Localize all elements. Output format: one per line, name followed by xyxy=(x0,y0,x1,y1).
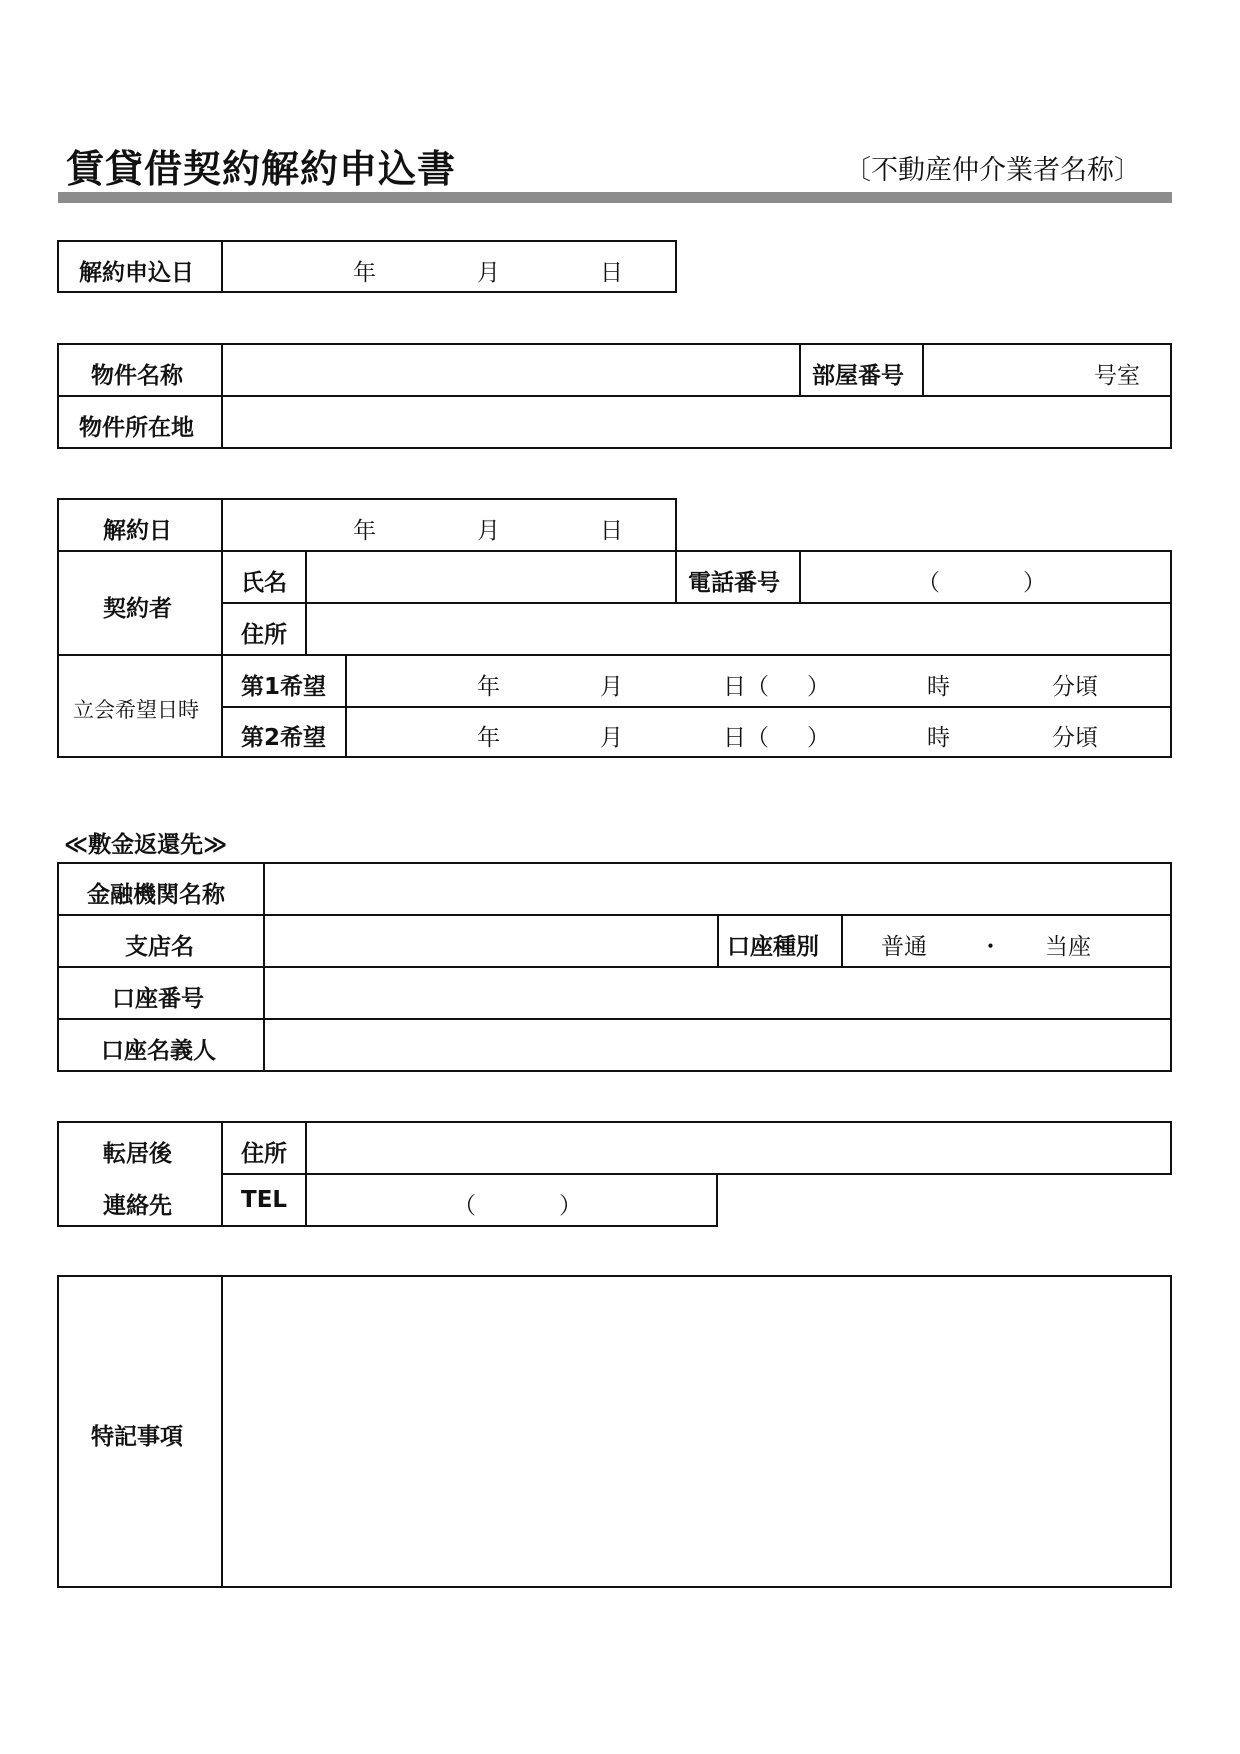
header-rule xyxy=(58,192,1172,203)
room-number-field[interactable] xyxy=(922,343,1172,397)
inspection-label-cell xyxy=(57,654,223,758)
contractor-name-label: 氏名 xyxy=(241,570,287,596)
termination-year-unit: 年 xyxy=(353,518,376,544)
account-type-ordinary[interactable]: 普通 xyxy=(881,934,927,960)
property-name-label: 物件名称 xyxy=(91,363,183,389)
room-number-label-cell xyxy=(799,343,924,397)
choice2-day-unit: 日（ xyxy=(723,725,769,751)
agent-name-placeholder: 〔不動産仲介業者名称〕 xyxy=(844,155,1141,186)
inspection-label: 立会希望日時 xyxy=(73,698,199,722)
choice1-day-unit: 日（ xyxy=(723,674,769,700)
account-holder-label: 口座名義人 xyxy=(101,1038,216,1064)
choice1-hour-unit: 時 xyxy=(927,674,950,700)
account-type-label: 口座種別 xyxy=(727,934,819,960)
contractor-name-field[interactable] xyxy=(305,550,677,604)
bank-name-field[interactable] xyxy=(263,862,1172,916)
property-name-field[interactable] xyxy=(221,343,801,397)
tel-close-paren: ） xyxy=(559,1193,582,1219)
contractor-address-label-cell xyxy=(221,602,307,656)
notes-label: 特記事項 xyxy=(91,1424,183,1450)
after-move-label-line1: 転居後 xyxy=(103,1141,172,1167)
choice2-minute-unit: 分頃 xyxy=(1052,725,1098,751)
contractor-phone-label-cell xyxy=(675,550,801,604)
room-number-suffix: 号室 xyxy=(1094,363,1140,389)
choice2-close-paren: ） xyxy=(807,725,830,751)
termination-date-label-cell xyxy=(57,498,223,552)
application-date-field[interactable] xyxy=(221,240,677,293)
contractor-name-label-cell xyxy=(221,550,307,604)
application-day-unit: 日 xyxy=(600,260,623,286)
choice1-label-cell xyxy=(221,654,347,708)
termination-date-label: 解約日 xyxy=(103,518,172,544)
document-title: 賃貸借契約解約申込書 xyxy=(66,147,457,191)
choice2-datetime-field[interactable] xyxy=(345,706,1172,758)
branch-label-cell xyxy=(57,914,265,968)
deposit-section-heading: ≪敷金返還先≫ xyxy=(64,832,228,858)
application-year-unit: 年 xyxy=(353,260,376,286)
account-number-label: 口座番号 xyxy=(112,986,204,1012)
application-date-label: 解約申込日 xyxy=(79,260,194,286)
choice2-hour-unit: 時 xyxy=(927,725,950,751)
notes-label-cell xyxy=(57,1275,223,1588)
account-number-label-cell xyxy=(57,966,265,1020)
property-address-field[interactable] xyxy=(221,395,1172,449)
choice2-year-unit: 年 xyxy=(477,725,500,751)
choice2-month-unit: 月 xyxy=(600,725,623,751)
branch-name-field[interactable] xyxy=(263,914,719,968)
property-name-label-cell xyxy=(57,343,223,397)
after-move-tel-field[interactable] xyxy=(305,1173,718,1227)
phone-close-paren: ） xyxy=(1023,570,1046,596)
contractor-address-field[interactable] xyxy=(305,602,1172,656)
contractor-label: 契約者 xyxy=(103,596,172,622)
tel-open-paren: （ xyxy=(453,1193,476,1219)
account-type-label-cell xyxy=(717,914,843,968)
bank-label: 金融機関名称 xyxy=(87,882,225,908)
phone-open-paren: （ xyxy=(917,570,940,596)
termination-month-unit: 月 xyxy=(477,518,500,544)
after-move-address-label: 住所 xyxy=(241,1141,287,1167)
notes-field[interactable] xyxy=(221,1275,1172,1588)
after-move-label-cell xyxy=(57,1121,223,1227)
termination-day-unit: 日 xyxy=(600,518,623,544)
account-type-field[interactable] xyxy=(841,914,1172,968)
property-address-label: 物件所在地 xyxy=(79,415,194,441)
contractor-address-label: 住所 xyxy=(241,622,287,648)
choice2-label: 第2希望 xyxy=(241,725,327,751)
account-type-current[interactable]: 当座 xyxy=(1045,934,1091,960)
branch-label: 支店名 xyxy=(125,934,194,960)
contractor-label-cell xyxy=(57,550,223,656)
after-move-tel-label: TEL xyxy=(241,1187,288,1213)
after-move-label-line2: 連絡先 xyxy=(103,1193,172,1219)
choice1-month-unit: 月 xyxy=(600,674,623,700)
application-month-unit: 月 xyxy=(477,260,500,286)
account-type-separator: ・ xyxy=(979,934,1002,960)
choice1-label: 第1希望 xyxy=(241,674,327,700)
account-holder-label-cell xyxy=(57,1018,265,1072)
termination-date-field[interactable] xyxy=(221,498,677,552)
bank-label-cell xyxy=(57,862,265,916)
application-date-label-cell xyxy=(57,240,223,293)
room-number-label: 部屋番号 xyxy=(812,363,904,389)
choice1-minute-unit: 分頃 xyxy=(1052,674,1098,700)
choice1-close-paren: ） xyxy=(807,674,830,700)
property-address-label-cell xyxy=(57,395,223,449)
after-move-address-field[interactable] xyxy=(305,1121,1172,1175)
after-move-tel-label-cell xyxy=(221,1173,307,1227)
choice1-datetime-field[interactable] xyxy=(345,654,1172,708)
account-number-field[interactable] xyxy=(263,966,1172,1020)
contractor-phone-field[interactable] xyxy=(799,550,1172,604)
after-move-address-label-cell xyxy=(221,1121,307,1175)
choice1-year-unit: 年 xyxy=(477,674,500,700)
contractor-phone-label: 電話番号 xyxy=(688,570,780,596)
account-holder-field[interactable] xyxy=(263,1018,1172,1072)
choice2-label-cell xyxy=(221,706,347,758)
